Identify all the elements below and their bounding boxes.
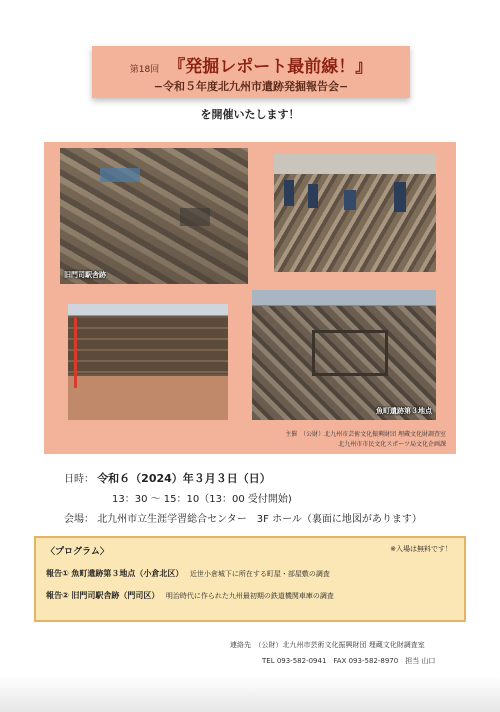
measuring-pole: [74, 318, 77, 388]
excavation-photo-moji-station: [60, 148, 248, 284]
free-admission-note: ※入場は無料です！: [390, 545, 452, 553]
excavation-photo-uomachi: [252, 290, 436, 420]
date-label: 日時：: [64, 474, 94, 485]
edition-label: 第18回: [129, 65, 160, 75]
photo-caption-uomachi: 魚町遺跡第３地点: [376, 407, 432, 415]
organizer-line: 主催 （公財）北九州市芸術文化振興財団 埋蔵文化財調査室: [285, 431, 446, 438]
worker-figure: [308, 184, 318, 208]
time-value: 13：30 〜 15：10（13：00 受付開始): [112, 494, 292, 505]
main-title: 『発掘レポート最前線！』: [168, 57, 373, 77]
report-description: 近世小倉城下に所在する町屋・部屋敷の調査: [189, 570, 330, 578]
worker-figure: [344, 190, 356, 210]
pit-shape: [180, 208, 210, 226]
excavation-photo-workers: [274, 154, 436, 272]
venue-row: [64, 510, 422, 525]
venue-label: 会場：: [64, 514, 94, 525]
organizer-credit: [285, 430, 446, 450]
report-item: [46, 568, 330, 579]
worker-figure: [394, 182, 406, 212]
timber-wall: [68, 318, 228, 374]
contact-phone: TEL 093-582-0941 FAX 093-582-8970 担当 山口: [262, 657, 436, 665]
footer-fade: [0, 676, 500, 712]
photo-panel: [44, 142, 456, 454]
ground-texture: [274, 174, 436, 272]
hold-announcement: を開催いたします！: [200, 108, 300, 121]
date-value: 令和６（2024）年３月３日（日）: [97, 472, 271, 485]
program-box: [34, 536, 466, 622]
excavation-photo-wall: [68, 304, 228, 420]
report-name: 旧門司駅舎跡（門司区）: [71, 591, 160, 600]
venue-value: 北九州市立生涯学習総合センター 3F ホール（裏面に地図があります）: [97, 514, 422, 525]
report-label: 報告①: [46, 569, 69, 578]
date-row: [64, 470, 271, 486]
report-description: 明治時代に作られた九州最初期の鉄道機関車庫の調査: [165, 592, 334, 600]
program-heading: 〈プログラム〉: [46, 547, 109, 557]
subtitle: −令和５年度北九州市遺跡発掘報告会−: [153, 80, 349, 93]
worker-figure: [284, 180, 294, 206]
contact-line: 連絡先 （公財）北九州市芸術文化振興財団 埋蔵文化財調査室: [230, 641, 425, 649]
title-banner: [92, 46, 410, 98]
foundation-outline: [312, 330, 388, 376]
report-name: 魚町遺跡第３地点（小倉北区）: [71, 569, 184, 578]
report-item: [46, 590, 334, 601]
photo-caption-moji: 旧門司駅舎跡: [64, 271, 106, 279]
blue-tarp-shape: [100, 168, 140, 182]
title-line: [92, 52, 410, 77]
organizer-line: 北九州市市民文化スポーツ局文化企画課: [338, 441, 446, 448]
report-label: 報告②: [46, 591, 69, 600]
